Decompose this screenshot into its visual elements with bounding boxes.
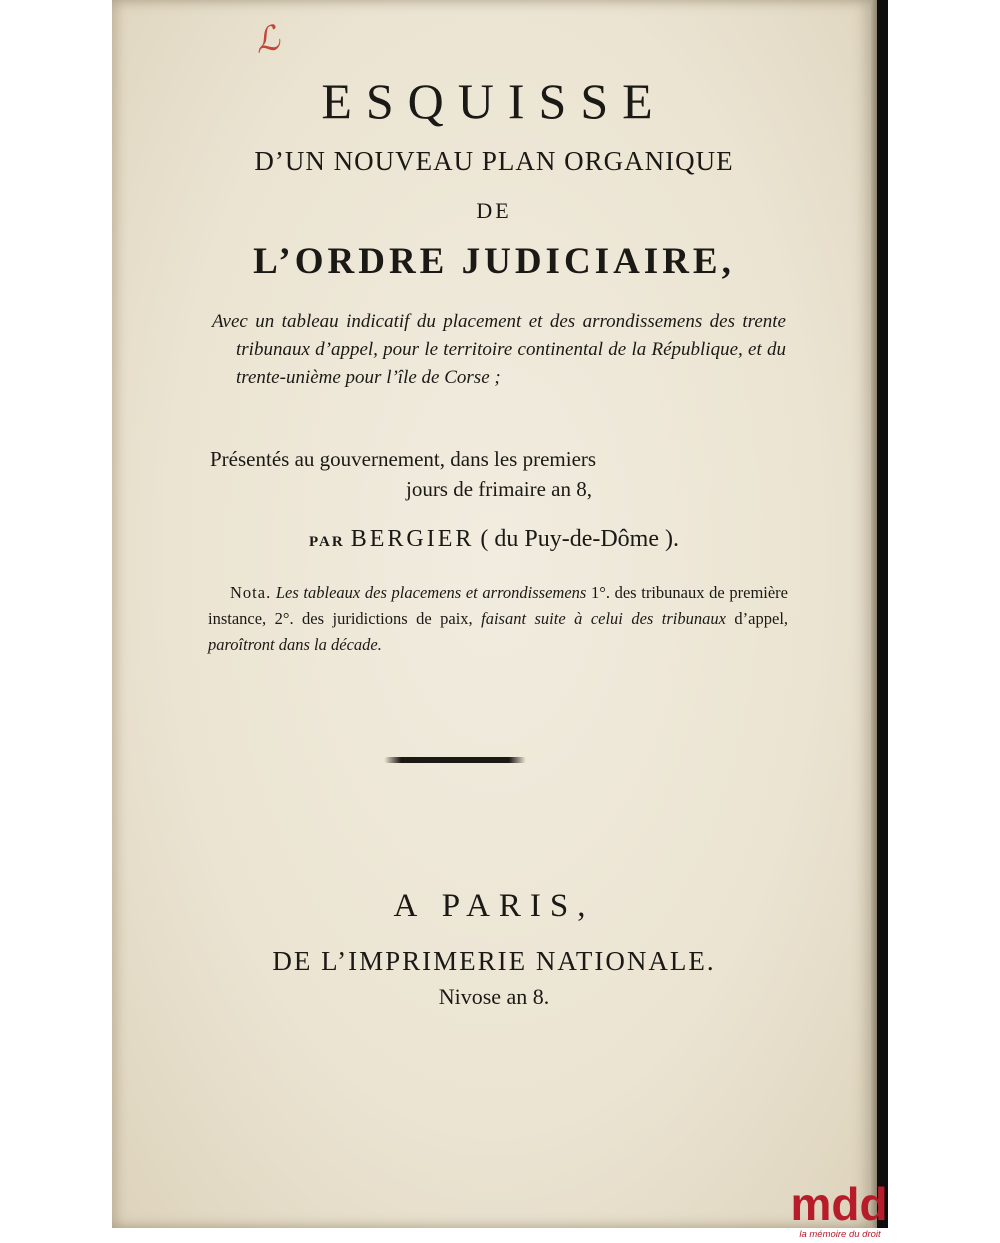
handwritten-mark: ℒ — [251, 19, 284, 62]
mdd-logo-caption: la mémoire du droit — [799, 1229, 881, 1240]
imprint-date: Nivose an 8. — [438, 984, 550, 1009]
author-origin: ( du Puy-de-Dôme ). — [480, 526, 679, 552]
book-title: ESQUISSE — [321, 73, 667, 129]
nota-part-2: 1°. des tribunaux de première instance, 2°. des juridictions de paix, — [208, 583, 788, 628]
page-edge — [871, 0, 877, 1228]
presented-continuation: jours de frimaire an 8, — [405, 477, 593, 501]
ornamental-rule — [384, 757, 526, 763]
main-subject: L’ORDRE JUDICIAIRE, — [253, 241, 735, 282]
nota-part-5: paroîtront dans la décade. — [208, 635, 382, 654]
description-paragraph: Avec un tableau indicatif du placement et des arrondissemens des trente tribunaux d’appel, pour le territoire continental de la République, et du trente-unième pour l’île de Corse ; — [212, 311, 786, 388]
imprint-place: A PARIS, — [393, 888, 595, 924]
author-line — [112, 526, 876, 553]
author-name: BERGIER — [350, 526, 475, 552]
mdd-logo-icon — [788, 1176, 890, 1230]
nota-part-1: Les tableaux des placemens et arrondissemens — [275, 583, 587, 602]
author-prefix: PAR — [308, 534, 345, 550]
mdd-logo — [788, 1176, 890, 1230]
mdd-logo-letters: mdd — [790, 1178, 888, 1230]
title-connector: DE — [476, 198, 512, 223]
nota-part-3: faisant suite à celui des tribunaux — [481, 609, 726, 628]
presented-lead: Présentés au gouvernement, dans les premiers — [210, 447, 597, 471]
title-page — [112, 0, 876, 1228]
nota-part-4: d’appel, — [734, 609, 789, 628]
presented-paragraph — [210, 444, 788, 504]
nota-paragraph — [208, 580, 788, 658]
book-subtitle: D’UN NOUVEAU PLAN ORGANIQUE — [254, 146, 734, 176]
imprint-printer: DE L’IMPRIMERIE NATIONALE. — [272, 946, 716, 976]
nota-lead: Nota. — [230, 583, 272, 602]
